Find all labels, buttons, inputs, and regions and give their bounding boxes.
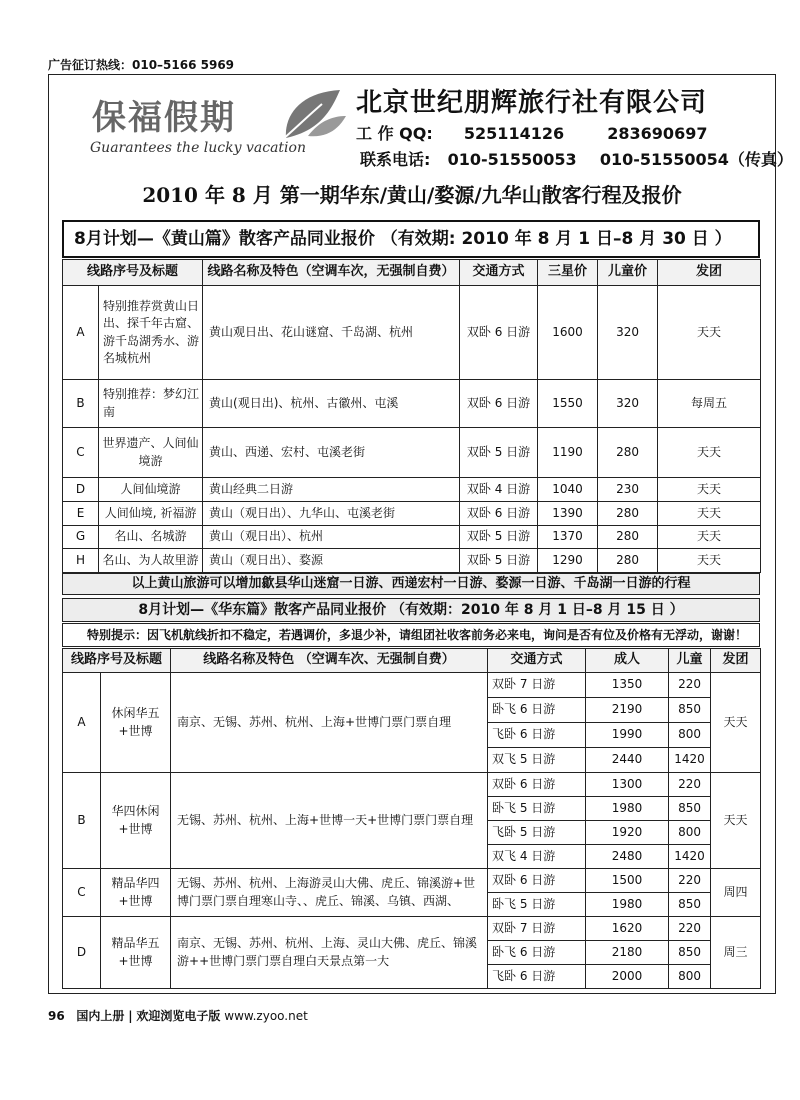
group-title: 休闲华五 +世博 (101, 673, 171, 773)
option-adult-price: 1350 (586, 673, 669, 698)
col-header-adult: 成人 (586, 649, 669, 673)
table-row (63, 380, 761, 428)
row-route: 黄山(观日出)、杭州、古徽州、屯溪 (203, 380, 460, 428)
option-adult-price: 1980 (586, 893, 669, 917)
row-route: 黄山（观日出）、婺源 (203, 549, 460, 573)
row-id: H (63, 549, 99, 573)
logo-chinese-text: 保福假期 (92, 98, 236, 138)
table-header-row (63, 649, 761, 673)
col-header-line-no: 线路序号及标题 (63, 260, 203, 286)
option-transport: 卧飞 6 日游 (488, 698, 586, 723)
col-header-route: 线路名称及特色 （空调车次、无强制自费） (171, 649, 488, 673)
row-child-price: 320 (598, 286, 658, 380)
row-transport: 双卧 5 日游 (460, 526, 538, 549)
col-header-depart: 发团 (711, 649, 761, 673)
col-header-line-no: 线路序号及标题 (63, 649, 171, 673)
row-price: 1600 (538, 286, 598, 380)
row-price: 1040 (538, 478, 598, 502)
group-route: 无锡、苏州、杭州、上海游灵山大佛、虎丘、锦溪游+世博门票门票自理寒山寺、、虎丘、锦溪、乌镇、西湖、 (171, 869, 488, 917)
option-transport: 双卧 7 日游 (488, 917, 586, 941)
row-depart: 天天 (658, 502, 761, 526)
row-route: 黄山观日出、花山谜窟、千岛湖、杭州 (203, 286, 460, 380)
row-child-price: 320 (598, 380, 658, 428)
table-row (63, 428, 761, 478)
row-route: 黄山（观日出）、杭州 (203, 526, 460, 549)
row-route: 黄山、西递、宏村、屯溪老街 (203, 428, 460, 478)
group-route: 南京、无锡、苏州、杭州、上海、灵山大佛、虎丘、锦溪游++世博门票门票自理白天景点第一大 (171, 917, 488, 989)
book-name: 国内上册 (76, 1009, 125, 1023)
huadong-price-table (62, 648, 761, 989)
footer-slogan: 欢迎浏览电子版 (136, 1009, 221, 1023)
row-child-price: 230 (598, 478, 658, 502)
option-adult-price: 2190 (586, 698, 669, 723)
row-child-price: 280 (598, 526, 658, 549)
option-adult-price: 2440 (586, 748, 669, 773)
footer-separator: | (128, 1009, 133, 1023)
footer-url[interactable]: www.zyoo.net (224, 1009, 308, 1023)
col-header-transport: 交通方式 (460, 260, 538, 286)
group-id: A (63, 673, 101, 773)
logo-english-text: Guarantees the lucky vacation (90, 140, 306, 156)
option-transport: 双卧 6 日游 (488, 773, 586, 797)
row-child-price: 280 (598, 549, 658, 573)
row-id: G (63, 526, 99, 549)
col-header-child: 儿童 (669, 649, 711, 673)
row-title: 世界遗产、人间仙境游 (99, 428, 203, 478)
option-child-price: 220 (669, 869, 711, 893)
col-header-child: 儿童价 (598, 260, 658, 286)
row-price: 1390 (538, 502, 598, 526)
option-child-price: 850 (669, 941, 711, 965)
option-adult-price: 1920 (586, 821, 669, 845)
row-id: A (63, 286, 99, 380)
row-depart: 天天 (658, 286, 761, 380)
option-transport: 飞卧 6 日游 (488, 965, 586, 989)
option-child-price: 1420 (669, 845, 711, 869)
row-transport: 双卧 6 日游 (460, 502, 538, 526)
page-title: 2010 年 8 月 第一期华东/黄山/婺源/九华山散客行程及报价 (142, 183, 682, 207)
row-title: 人间仙境游 (99, 478, 203, 502)
option-child-price: 220 (669, 917, 711, 941)
row-route: 黄山（观日出）、九华山、屯溪老街 (203, 502, 460, 526)
row-depart: 天天 (658, 526, 761, 549)
group-route: 无锡、苏州、杭州、上海+世博一天+世博门票门票自理 (171, 773, 488, 869)
huangshan-extension-note: 以上黄山旅游可以增加歙县华山迷窟一日游、西递宏村一日游、婺源一日游、千岛湖一日游的行程 (62, 573, 760, 595)
brand-logo (88, 84, 350, 164)
option-transport: 双飞 4 日游 (488, 845, 586, 869)
option-child-price: 850 (669, 797, 711, 821)
table-row (63, 478, 761, 502)
row-title: 特别推荐：梦幻江南 (99, 380, 203, 428)
table-row (63, 502, 761, 526)
option-adult-price: 2000 (586, 965, 669, 989)
leaf-icon (278, 86, 348, 144)
table-row (63, 917, 761, 941)
section-huadong-title: 8月计划—《华东篇》散客产品同业报价 （有效期：2010 年 8 月 1 日–8 月 15 日 ） (62, 598, 760, 622)
col-header-transport: 交通方式 (488, 649, 586, 673)
row-depart: 天天 (658, 428, 761, 478)
qq-number-1: 525114126 (463, 124, 565, 143)
row-transport: 双卧 5 日游 (460, 549, 538, 573)
option-transport: 卧飞 5 日游 (488, 893, 586, 917)
company-name: 北京世纪朋辉旅行社有限公司 (356, 88, 708, 118)
row-route: 黄山经典二日游 (203, 478, 460, 502)
tel-number-2: 010-51550054（传真） (599, 150, 793, 169)
row-price: 1370 (538, 526, 598, 549)
group-id: D (63, 917, 101, 989)
table-row (63, 869, 761, 893)
row-child-price: 280 (598, 428, 658, 478)
row-depart: 每周五 (658, 380, 761, 428)
option-child-price: 850 (669, 698, 711, 723)
table-header-row (63, 260, 761, 286)
option-adult-price: 2180 (586, 941, 669, 965)
option-adult-price: 2480 (586, 845, 669, 869)
huangshan-price-table (62, 259, 761, 573)
row-depart: 天天 (658, 478, 761, 502)
group-depart: 天天 (711, 673, 761, 773)
row-id: E (63, 502, 99, 526)
table-row (63, 773, 761, 797)
tel-number-1: 010-51550053 (447, 150, 577, 169)
page-footer (48, 1007, 308, 1024)
row-child-price: 280 (598, 502, 658, 526)
row-transport: 双卧 6 日游 (460, 286, 538, 380)
option-child-price: 220 (669, 673, 711, 698)
table-row (63, 286, 761, 380)
option-child-price: 1420 (669, 748, 711, 773)
option-transport: 卧飞 6 日游 (488, 941, 586, 965)
option-transport: 双飞 5 日游 (488, 748, 586, 773)
qq-number-2: 283690697 (607, 124, 708, 143)
option-adult-price: 1990 (586, 723, 669, 748)
row-depart: 天天 (658, 549, 761, 573)
option-adult-price: 1500 (586, 869, 669, 893)
option-child-price: 220 (669, 773, 711, 797)
option-transport: 双卧 7 日游 (488, 673, 586, 698)
group-depart: 周四 (711, 869, 761, 917)
section-huangshan-title: 8月计划—《黄山篇》散客产品同业报价 （有效期: 2010 年 8 月 1 日–8 月 30 日 ） (62, 220, 760, 258)
row-id: D (63, 478, 99, 502)
tel-label: 联系电话: (360, 150, 431, 169)
row-title: 人间仙境, 祈福游 (99, 502, 203, 526)
option-transport: 飞卧 6 日游 (488, 723, 586, 748)
group-title: 华四休闲 +世博 (101, 773, 171, 869)
table-row (63, 549, 761, 573)
option-adult-price: 1620 (586, 917, 669, 941)
tel-row (360, 147, 793, 170)
option-child-price: 800 (669, 723, 711, 748)
group-title: 精品华五 +世博 (101, 917, 171, 989)
ad-hotline: 广告征订热线：010–5166 5969 (48, 58, 235, 72)
page-number: 96 (48, 1009, 65, 1023)
table-row (63, 673, 761, 698)
row-transport: 双卧 6 日游 (460, 380, 538, 428)
qq-label: 工 作 QQ: (356, 124, 433, 143)
row-transport: 双卧 5 日游 (460, 428, 538, 478)
option-transport: 飞卧 5 日游 (488, 821, 586, 845)
row-title: 名山、名城游 (99, 526, 203, 549)
row-title: 特别推荐赏黄山日出、探千年古窟、游千岛湖秀水、游名城杭州 (99, 286, 203, 380)
row-price: 1550 (538, 380, 598, 428)
group-title: 精品华四 +世博 (101, 869, 171, 917)
group-depart: 天天 (711, 773, 761, 869)
col-header-price: 三星价 (538, 260, 598, 286)
qq-row (356, 121, 707, 144)
group-depart: 周三 (711, 917, 761, 989)
option-adult-price: 1980 (586, 797, 669, 821)
col-header-depart: 发团 (658, 260, 761, 286)
col-header-route: 线路名称及特色（空调车次，无强制自费） (203, 260, 460, 286)
option-transport: 双卧 6 日游 (488, 869, 586, 893)
row-price: 1290 (538, 549, 598, 573)
row-title: 名山、为人故里游 (99, 549, 203, 573)
option-child-price: 800 (669, 821, 711, 845)
option-child-price: 800 (669, 965, 711, 989)
row-id: B (63, 380, 99, 428)
table-row (63, 526, 761, 549)
option-child-price: 850 (669, 893, 711, 917)
option-transport: 卧飞 5 日游 (488, 797, 586, 821)
group-id: C (63, 869, 101, 917)
group-id: B (63, 773, 101, 869)
group-route: 南京、无锡、苏州、杭州、上海+世博门票门票自理 (171, 673, 488, 773)
row-id: C (63, 428, 99, 478)
special-tip: 特别提示：因飞机航线折扣不稳定，若遇调价，多退少补，请组团社收客前务必来电，询问是否有位及价格有无浮动，谢谢！ (62, 623, 760, 647)
option-adult-price: 1300 (586, 773, 669, 797)
row-transport: 双卧 4 日游 (460, 478, 538, 502)
row-price: 1190 (538, 428, 598, 478)
